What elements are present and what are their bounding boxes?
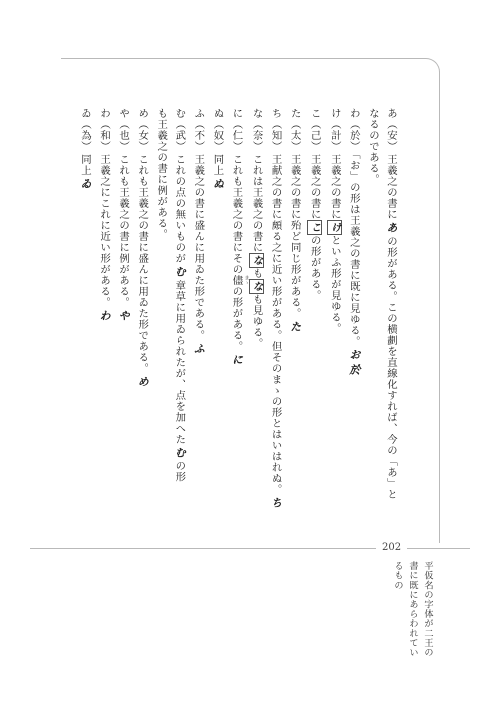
boxed-glyph: な xyxy=(250,255,263,266)
cursive-glyph: た xyxy=(288,321,302,333)
ruby-annotation: まゝ xyxy=(243,275,250,285)
body-text: といふ形が見ゆる。 xyxy=(328,235,341,334)
body-text: 王羲之の書に xyxy=(385,154,397,220)
kana-heading: に（仁） xyxy=(230,108,243,152)
body-text: も王羲之の書に例がある。 xyxy=(155,108,168,240)
text-column xyxy=(135,108,149,528)
body-text: 王羲之にこれに近い形がある。 xyxy=(98,154,111,308)
ruby-text xyxy=(230,275,250,286)
margin-note-line: 書に既にあらわれてい xyxy=(407,561,418,657)
body-text: これも王羲之の書にその xyxy=(230,154,243,275)
body-text: も xyxy=(250,268,263,279)
cursive-glyph: や xyxy=(117,310,131,322)
cursive-glyph: お xyxy=(347,348,361,361)
kana-heading: わ（和） xyxy=(98,108,111,152)
kana-heading: ち（知） xyxy=(269,108,282,152)
text-column xyxy=(191,108,205,528)
body-text: これは王羲之の書に xyxy=(250,154,263,253)
body-text: これも王羲之の書に盛んに用ゐた形である。 xyxy=(136,154,149,374)
kana-heading: な（奈） xyxy=(250,108,263,152)
text-column xyxy=(288,108,302,528)
body-text: の形がある。 xyxy=(308,235,321,301)
body-text: 王羲之の書に盛んに用ゐた形である。 xyxy=(192,154,205,341)
cursive-glyph: ぬ xyxy=(211,178,225,190)
cursive-glyph: 於 xyxy=(347,364,361,377)
kana-heading: ぬ（奴） xyxy=(211,108,224,152)
cursive-glyph: わ xyxy=(98,310,112,322)
main-text-block xyxy=(78,108,398,528)
page-number: 202 xyxy=(376,541,407,555)
body-text: これも王羲之の書に例がある。 xyxy=(117,154,130,308)
cursive-glyph: ち xyxy=(269,497,283,509)
body-text: 王羲之の書に殆ど同じ形がある。 xyxy=(288,154,301,319)
body-text: 王羲之の書に xyxy=(328,154,341,220)
text-column xyxy=(347,108,361,528)
kana-heading: め（女） xyxy=(136,108,149,152)
margin-note xyxy=(372,561,432,681)
body-text: これの点の無いものが xyxy=(173,154,186,264)
kana-heading: け（計） xyxy=(328,108,341,152)
body-text: 王羲之の書に xyxy=(308,154,321,220)
cursive-glyph: あ xyxy=(385,222,398,234)
kana-heading: ふ（不） xyxy=(192,108,205,152)
text-column xyxy=(384,108,398,528)
kana-heading: こ（己） xyxy=(308,108,321,152)
body-text: 同上 xyxy=(79,154,91,176)
kana-heading: わ（於） xyxy=(347,108,360,152)
kana-heading: や（也） xyxy=(117,108,130,152)
kana-heading: た（太） xyxy=(288,108,301,152)
body-text: なるのである。 xyxy=(366,108,379,185)
text-column xyxy=(154,108,167,528)
text-column xyxy=(116,108,130,528)
boxed-glyph: こ xyxy=(308,222,321,233)
text-column xyxy=(97,108,111,528)
cursive-glyph: め xyxy=(136,376,150,388)
cursive-glyph: ゐ xyxy=(79,178,92,190)
text-column xyxy=(269,108,283,528)
cursive-glyph: む xyxy=(173,446,187,459)
kana-heading: あ（安） xyxy=(385,108,397,152)
boxed-glyph: け xyxy=(328,222,341,233)
cursive-glyph: に xyxy=(230,354,244,366)
text-column xyxy=(230,108,250,528)
body-text: の形がある。 xyxy=(230,286,243,352)
ruby-base: 儘 xyxy=(230,275,243,286)
kana-heading: む（武） xyxy=(173,108,186,152)
body-text: 同上 xyxy=(211,154,224,176)
text-column xyxy=(78,108,92,528)
text-column xyxy=(172,108,186,528)
body-text: 「お」の形は王羲之の書に既に見ゆる。 xyxy=(347,154,360,347)
cursive-glyph: む xyxy=(173,266,187,278)
cursive-glyph: ふ xyxy=(192,343,206,355)
body-text: 章草に用ゐられたが、点を加へた xyxy=(173,279,186,445)
boxed-glyph: な xyxy=(250,281,263,292)
text-column xyxy=(366,108,379,528)
text-column xyxy=(327,108,342,528)
body-text: の形 xyxy=(173,460,186,483)
body-text: の形がある。この横劃を直線化すれば、今の「あ」と xyxy=(385,235,397,500)
kana-heading: ゐ（為） xyxy=(79,108,91,152)
body-text: 王献之の書に頗る之に近い形がある。但そのまゝの形とはいはれぬ。 xyxy=(269,154,282,495)
text-column xyxy=(210,108,224,528)
text-column xyxy=(307,108,322,528)
margin-note-line: るもの xyxy=(392,561,403,590)
text-column xyxy=(249,108,264,528)
body-text: も見ゆる。 xyxy=(250,294,263,349)
margin-note-line: 平仮名の字体が二王の xyxy=(422,561,433,657)
